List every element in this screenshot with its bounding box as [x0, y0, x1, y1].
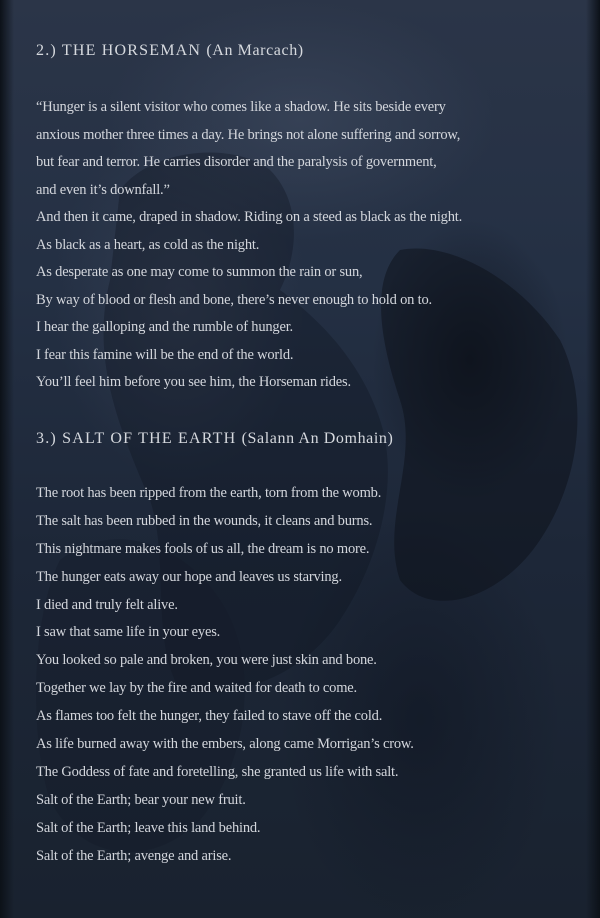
lyric-line: and even it’s downfall.”	[36, 181, 170, 198]
lyric-line: You’ll feel him before you see him, the Horseman rides.	[36, 374, 351, 390]
lyric-line: Salt of the Earth; avenge and arise.	[36, 847, 232, 864]
lyric-line: As black as a heart, as cold as the night.	[36, 236, 260, 253]
lyric-line: The hunger eats away our hope and leaves us starving.	[36, 568, 342, 585]
section-subtitle: (Salann An Domhain)	[241, 430, 394, 447]
section-name: THE HORSEMAN	[61, 42, 202, 59]
lyric-line: And then it came, draped in shadow. Riding on a steed as black as the night.	[36, 209, 463, 225]
lyrics-the-horseman	[36, 94, 596, 397]
section-name: SALT OF THE EARTH	[62, 430, 237, 447]
lyrics-salt-of-the-earth	[36, 480, 596, 870]
lyric-line: I hear the galloping and the rumble of hunger.	[36, 319, 293, 335]
lyric-line: The Goddess of fate and foretelling, she granted us life with salt.	[36, 763, 399, 780]
lyric-line: The salt has been rubbed in the wounds, it cleans and burns.	[36, 512, 373, 529]
section-title-salt-of-the-earth	[36, 430, 393, 448]
lyric-line: As desperate as one may come to summon the rain or sun,	[36, 264, 363, 280]
lyric-line: Together we lay by the fire and waited for death to come.	[36, 680, 357, 697]
lyric-line: I fear this famine will be the end of the world.	[36, 346, 294, 363]
lyric-line: By way of blood or flesh and bone, there’s never enough to hold on to.	[36, 291, 432, 308]
lyric-line: Salt of the Earth; leave this land behind.	[36, 819, 261, 836]
lyric-line: As life burned away with the embers, along came Morrigan’s crow.	[36, 736, 414, 753]
lyric-line: This nightmare makes fools of us all, the dream is no more.	[36, 540, 370, 557]
lyric-line: I saw that same life in your eyes.	[36, 624, 221, 641]
lyric-line: I died and truly felt alive.	[36, 596, 178, 613]
lyric-line: As flames too felt the hunger, they failed to stave off the cold.	[36, 708, 383, 725]
lyric-line: but fear and terror. He carries disorder and the paralysis of government,	[36, 154, 437, 170]
lyric-line: anxious mother three times a day. He brings not alone suffering and sorrow,	[36, 126, 461, 143]
section-number: 3.)	[36, 430, 57, 447]
lyric-line: The root has been ripped from the earth, torn from the womb.	[36, 485, 382, 501]
section-subtitle: (An Marcach)	[206, 42, 304, 59]
section-number: 2.)	[36, 42, 57, 59]
section-title-the-horseman	[36, 42, 304, 60]
lyric-line: “Hunger is a silent visitor who comes like a shadow. He sits beside every	[36, 99, 446, 115]
lyric-line: Salt of the Earth; bear your new fruit.	[36, 791, 246, 808]
lyric-line: You looked so pale and broken, you were just skin and bone.	[36, 652, 377, 669]
